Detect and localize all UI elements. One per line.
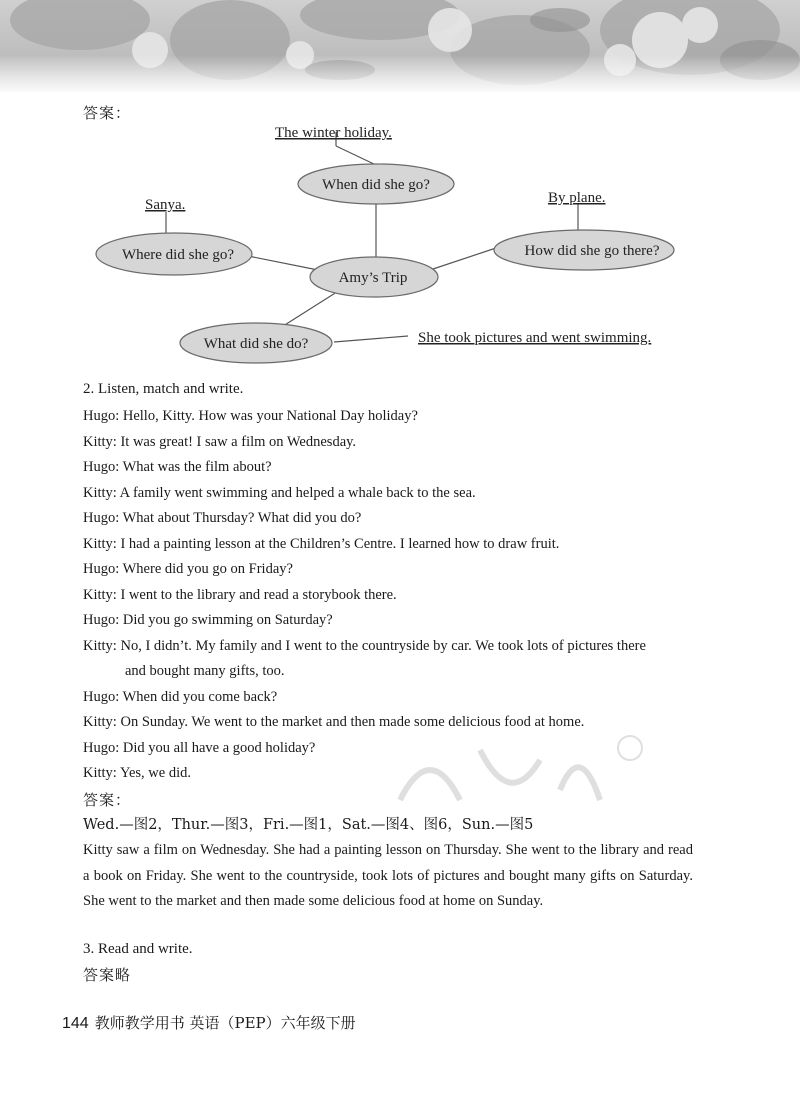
answer-how: By plane.	[548, 190, 606, 206]
section-2-title: 2. Listen, match and write.	[83, 381, 244, 397]
match-answer: Wed.—图2，Thur.—图3，Fri.—图1，Sat.—图4、图6，Sun.—图5	[83, 817, 534, 833]
connector-when-answer-2	[336, 146, 376, 165]
section-3-title: 3. Read and write.	[83, 941, 193, 957]
dialogue-line: Kitty: It was great! I saw a film on Wednesday.	[83, 433, 357, 450]
dialogue-line-continued: and bought many gifts, too.	[125, 663, 285, 679]
answer-where: Sanya.	[145, 197, 186, 213]
dialogue-line: Hugo: Did you all have a good holiday?	[83, 739, 316, 756]
answer-label: 答案：	[83, 791, 132, 809]
answer-omitted: 答案略	[83, 966, 132, 984]
dialogue-line: Hugo: When did you come back?	[83, 688, 278, 705]
page-footer	[62, 1012, 356, 1033]
dialogue-line: Kitty: On Sunday. We went to the market and then made some delicious food at home.	[83, 714, 585, 730]
mind-map	[0, 120, 800, 370]
dialogue-line: Kitty: No, I didn’t. My family and I went to the countryside by car. We took lots of pictures there	[83, 637, 646, 654]
connector-what	[280, 290, 340, 328]
dialogue-line: Kitty: A family went swimming and helped a whale back to the sea.	[83, 484, 476, 501]
node-how: How did she go there?	[524, 243, 660, 259]
node-center: Amy’s Trip	[338, 270, 408, 286]
answer-label: 答案：	[83, 104, 132, 122]
banner-fade	[0, 0, 800, 92]
page-number: 144	[62, 1015, 89, 1032]
dialogue-line: Hugo: Where did you go on Friday?	[83, 561, 293, 577]
summary-paragraph: Kitty saw a film on Wednesday. She had a painting lesson on Thursday. She went to the library and read a book on Friday. She went to the countryside, took lots of pictures and bought many gifts on Saturday. She went to the market and then made some delicious food at home on Sunday.	[83, 842, 693, 909]
connector-how	[430, 248, 496, 270]
answer-when: The winter holiday.	[275, 125, 392, 141]
node-when: When did she go?	[322, 177, 430, 193]
dialogue-line: Kitty: I went to the library and read a storybook there.	[83, 586, 397, 603]
dialogue-line: Kitty: Yes, we did.	[83, 765, 191, 781]
node-where: Where did she go?	[121, 247, 235, 263]
dialogue-line: Hugo: What was the film about?	[83, 459, 272, 475]
dialogue-line: Kitty: I had a painting lesson at the Children’s Centre. I learned how to draw fruit.	[83, 535, 560, 552]
dialogue-line: Hugo: Did you go swimming on Saturday?	[83, 612, 333, 628]
book-title: 教师教学用书 英语（PEP）六年级下册	[94, 1014, 356, 1032]
node-what: What did she do?	[203, 336, 309, 352]
connector-where	[248, 256, 318, 270]
header-banner	[0, 0, 800, 92]
connector-what-answer	[334, 336, 408, 342]
answer-what: She took pictures and went swimming.	[418, 330, 652, 346]
watermark-icon	[390, 720, 650, 820]
dialogue-line: Hugo: Hello, Kitty. How was your National Day holiday?	[83, 408, 418, 424]
dialogue-line: Hugo: What about Thursday? What did you do?	[83, 510, 362, 526]
